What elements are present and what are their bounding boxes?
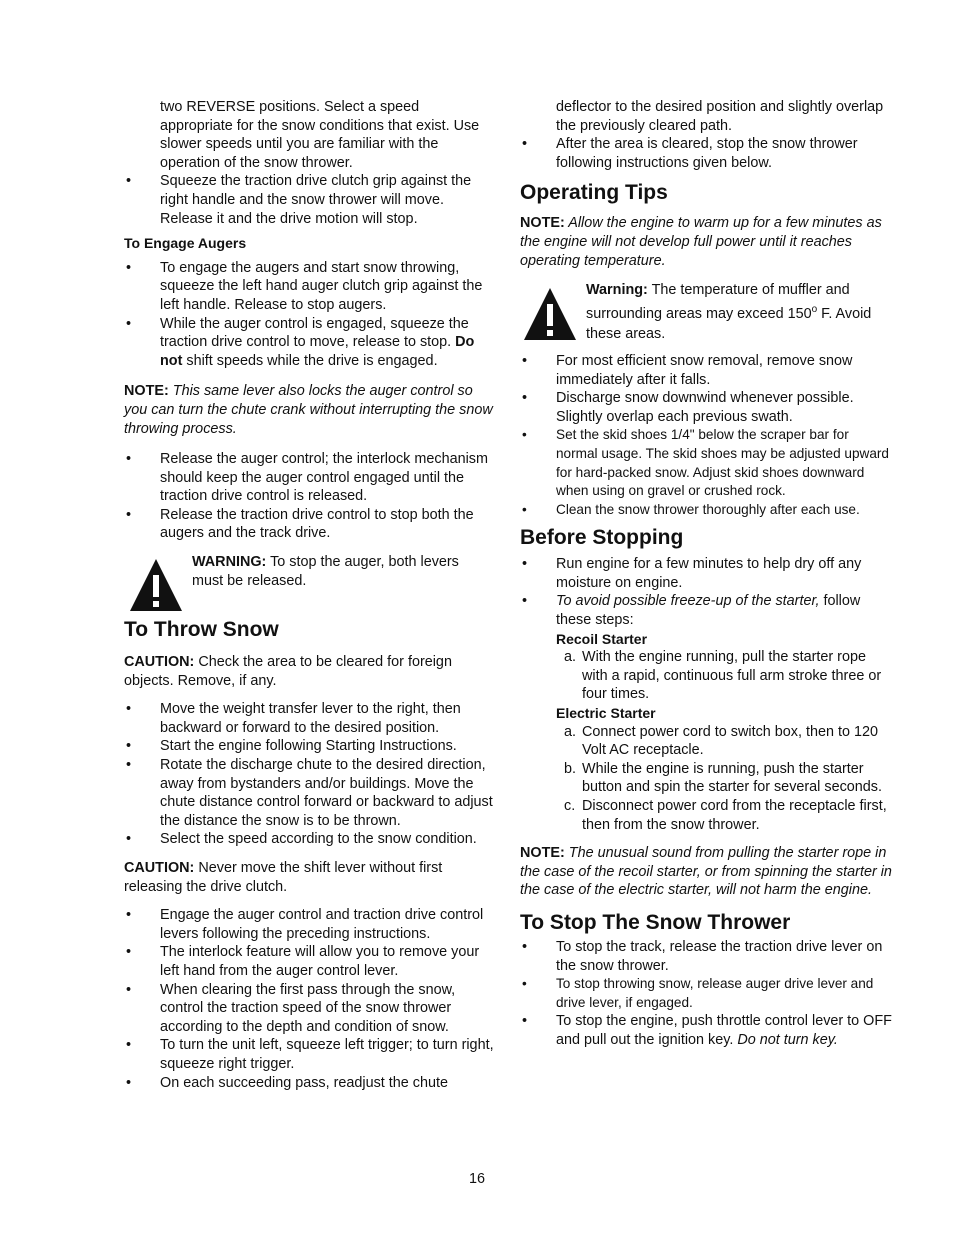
text-run: While the auger control is engaged, squeeze the traction drive control to move, release to stop. bbox=[160, 315, 469, 351]
step-marker: a. bbox=[564, 649, 577, 666]
warning-box bbox=[520, 280, 892, 344]
cont-bullet-list bbox=[520, 135, 892, 172]
throw-bullet-list bbox=[124, 700, 494, 849]
step-text: Disconnect power cord from the receptacle first, then from the snow thrower. bbox=[582, 798, 887, 833]
recoil-starter-heading: Recoil Starter bbox=[556, 630, 648, 647]
step-text: While the engine is running, push the starter button and spin the starter for several seconds. bbox=[582, 760, 882, 796]
step-text: With the engine running, pull the starter rope with a rapid, continuous full arm stroke three or four times. bbox=[582, 649, 882, 703]
list-item: • Run engine for a few minutes to help dry off any moisture on engine. bbox=[520, 555, 892, 592]
warning-box bbox=[124, 553, 494, 613]
note-text: This same lever also locks the auger control so you can turn the chute crank without interrupting the snow throwing process. bbox=[124, 383, 493, 437]
step-text: Connect power cord to switch box, then to 120 Volt AC receptacle. bbox=[582, 723, 878, 759]
note-label: NOTE: bbox=[520, 845, 565, 862]
text-run: follow these steps: bbox=[556, 593, 861, 629]
list-item: • Squeeze the traction drive clutch grip against the right handle and the snow thrower will move. Release it and the drive motion will stop. bbox=[124, 172, 494, 228]
warning-triangle-icon bbox=[128, 557, 184, 613]
list-item bbox=[520, 592, 892, 629]
electric-steps-list bbox=[520, 723, 892, 835]
release-bullet-list bbox=[124, 450, 494, 543]
list-item: • Engage the auger control and traction drive control levers following the preceding instructions. bbox=[124, 906, 494, 943]
step-marker: b. bbox=[564, 760, 577, 777]
section-title-throw-snow: To Throw Snow bbox=[124, 618, 279, 642]
caution-paragraph bbox=[124, 859, 494, 896]
list-item: • On each succeeding pass, readjust the chute bbox=[124, 1074, 494, 1093]
warning-triangle-icon bbox=[522, 286, 578, 342]
step-marker: c. bbox=[564, 798, 576, 815]
right-column bbox=[520, 98, 892, 1050]
list-item: • Release the traction drive control to stop both the augers and the track drive. bbox=[124, 506, 494, 543]
list-item: • Release the auger control; the interlock mechanism should keep the auger control engaged until the traction drive control is released. bbox=[124, 450, 494, 506]
emphasis-text: Do not bbox=[160, 334, 475, 369]
text-run: Check the area to be cleared for foreign objects. Remove, if any. bbox=[124, 654, 452, 689]
engage-bullet-list bbox=[124, 259, 494, 371]
text-run: Never move the shift lever without first releasing the drive clutch. bbox=[124, 860, 443, 895]
list-item bbox=[520, 1012, 892, 1049]
list-item: • To stop throwing snow, release auger drive lever and drive lever, if engaged. bbox=[520, 975, 892, 1012]
note-paragraph bbox=[520, 214, 892, 270]
note-label: NOTE: bbox=[520, 215, 565, 232]
electric-starter-heading: Electric Starter bbox=[556, 705, 656, 722]
engage-augers-heading: To Engage Augers bbox=[124, 235, 247, 252]
list-item: • To turn the unit left, squeeze left trigger; to turn right, squeeze right trigger. bbox=[124, 1036, 494, 1073]
stopping-bullet-list bbox=[520, 555, 892, 629]
list-item: • Select the speed according to the snow condition. bbox=[124, 830, 494, 849]
caution-paragraph bbox=[124, 653, 494, 690]
text-run: F. Avoid these areas. bbox=[586, 305, 872, 342]
list-item: • To engage the augers and start snow throwing, squeeze the left hand auger clutch grip against the left handle. Release to stop augers. bbox=[124, 259, 494, 315]
text-run: shift speeds while the drive is engaged. bbox=[182, 352, 438, 369]
tips-bullet-list bbox=[520, 352, 892, 519]
left-column bbox=[124, 98, 494, 1092]
note-text: Allow the engine to warm up for a few minutes as the engine will not develop full power until it reaches operating temperature. bbox=[520, 215, 882, 269]
note-text: The unusual sound from pulling the starter rope in the case of the recoil starter, or from spinning the starter in the case of the electric starter, will not harm the engine. bbox=[520, 845, 892, 899]
list-item: • For most efficient snow removal, remove snow immediately after it falls. bbox=[520, 352, 892, 389]
list-item bbox=[124, 315, 494, 371]
warning-text bbox=[586, 280, 892, 344]
stop-bullet-list bbox=[520, 938, 892, 1050]
page-number: 16 bbox=[468, 1171, 485, 1187]
section-title-before-stopping: Before Stopping bbox=[520, 526, 684, 550]
caution-label: CAUTION: bbox=[124, 860, 195, 876]
note-paragraph bbox=[520, 844, 892, 900]
list-item bbox=[556, 648, 892, 704]
list-item: • Start the engine following Starting Instructions. bbox=[124, 737, 494, 756]
section-title-operating-tips: Operating Tips bbox=[520, 181, 668, 205]
list-item bbox=[556, 797, 892, 834]
note-label: NOTE: bbox=[124, 383, 169, 400]
step-marker: a. bbox=[564, 723, 577, 740]
list-item: • After the area is cleared, stop the snow thrower following instructions given below. bbox=[520, 135, 892, 172]
intro-bullet-list bbox=[124, 172, 494, 228]
drive-bullet-list bbox=[124, 906, 494, 1092]
warning-text bbox=[192, 553, 494, 590]
degree-symbol: o bbox=[811, 304, 818, 316]
list-item: • Discharge snow downwind whenever possible. Slightly overlap each previous swath. bbox=[520, 389, 892, 426]
intro-paragraph: two REVERSE positions. Select a speed appropriate for the snow conditions that exist. Use slower speeds until you are familiar with the operation of the snow thrower. bbox=[160, 99, 480, 171]
list-item: • Rotate the discharge chute to the desired direction, away from bystanders and/or buildings. Move the chute distance control forward or backward to adjust the distance the snow is to be thrown. bbox=[124, 756, 494, 830]
list-item: • Move the weight transfer lever to the right, then backward or forward to the desired position. bbox=[124, 700, 494, 737]
list-item: • Clean the snow thrower thoroughly after each use. bbox=[520, 501, 892, 520]
warning-label: WARNING: bbox=[192, 554, 267, 571]
list-item: • Set the skid shoes 1/4" below the scraper bar for normal usage. The skid shoes may be adjusted upward for hard-packed snow. Adjust skid shoes downward when using on gravel or crushed rock. bbox=[520, 426, 892, 500]
recoil-steps-list bbox=[520, 648, 892, 704]
caution-label: CAUTION: bbox=[124, 654, 195, 671]
continued-paragraph: deflector to the desired position and slightly overlap the previously cleared path. bbox=[556, 99, 884, 134]
italic-text: To avoid possible freeze-up of the starter, bbox=[556, 593, 820, 610]
text-run: To stop the engine, push throttle control lever to OFF and pull out the ignition key. bbox=[556, 1013, 892, 1048]
section-title-stop-snow-thrower: To Stop The Snow Thrower bbox=[520, 910, 791, 934]
list-item bbox=[556, 760, 892, 797]
italic-text: Do not turn key. bbox=[737, 1031, 838, 1048]
list-item: • To stop the track, release the traction drive lever on the snow thrower. bbox=[520, 938, 892, 975]
list-item bbox=[556, 723, 892, 760]
text-run: To stop the auger, both levers must be released. bbox=[192, 554, 459, 589]
text-run: The temperature of muffler and surrounding areas may exceed 150 bbox=[586, 282, 850, 322]
note-paragraph bbox=[124, 382, 494, 438]
list-item: • When clearing the first pass through the snow, control the traction speed of the snow thrower according to the depth and condition of snow. bbox=[124, 981, 494, 1037]
list-item: • The interlock feature will allow you to remove your left hand from the auger control lever. bbox=[124, 943, 494, 980]
warning-label: Warning: bbox=[586, 282, 648, 299]
